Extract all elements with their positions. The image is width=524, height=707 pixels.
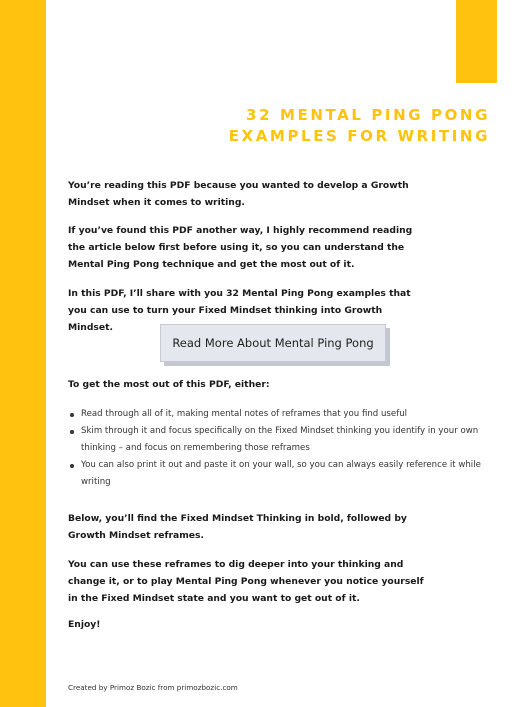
- list-item: [68, 457, 488, 491]
- title-line-1: 32 MENTAL PING PONG: [246, 106, 490, 124]
- list-item-text: Skim through it and focus specifically on the Fixed Mindset thinking you identify in your own thinking – and focus on remembering those reframes: [81, 426, 479, 453]
- intro-paragraph-1: You’re reading this PDF because you wanted to develop a Growth Mindset when it comes to writing.: [68, 180, 409, 208]
- outro-paragraph-3: Enjoy!: [68, 619, 101, 630]
- list-item: [68, 423, 488, 457]
- bullet-dot-icon: [70, 464, 74, 468]
- outro-paragraph-1: Below, you’ll find the Fixed Mindset Thinking in bold, followed by Growth Mindset reframes.: [68, 513, 407, 541]
- list-item-text: Read through all of it, making mental notes of reframes that you find useful: [81, 409, 408, 419]
- howto-heading: To get the most out of this PDF, either:: [68, 379, 270, 390]
- howto-list: [68, 406, 488, 491]
- read-more-button[interactable]: Read More About Mental Ping Pong: [160, 324, 386, 362]
- top-right-accent-bar: [456, 0, 497, 83]
- intro-paragraph-2: If you’ve found this PDF another way, I highly recommend reading the article below first before using it, so you can understand the Mental Ping Pong technique and get the most out of it.: [68, 225, 413, 270]
- list-item-text: You can also print it out and paste it on your wall, so you can always easily reference it while writing: [81, 460, 481, 487]
- bullet-dot-icon: [70, 430, 74, 434]
- outro-paragraph-2: You can use these reframes to dig deeper into your thinking and change it, or to play Mental Ping Pong whenever you notice yourself in the Fixed Mindset state and you want to get out of it.: [68, 559, 424, 604]
- bullet-dot-icon: [70, 413, 74, 417]
- footer-credit: Created by Primoz Bozic from primozbozic.com: [68, 683, 238, 692]
- left-accent-bar: [0, 0, 46, 707]
- intro-paragraph-3: In this PDF, I’ll share with you 32 Mental Ping Pong examples that you can use to turn your Fixed Mindset thinking into Growth Mindset.: [68, 288, 411, 333]
- title-line-2: EXAMPLES FOR WRITING: [228, 127, 490, 145]
- list-item: [68, 406, 488, 423]
- document-title: [229, 105, 490, 147]
